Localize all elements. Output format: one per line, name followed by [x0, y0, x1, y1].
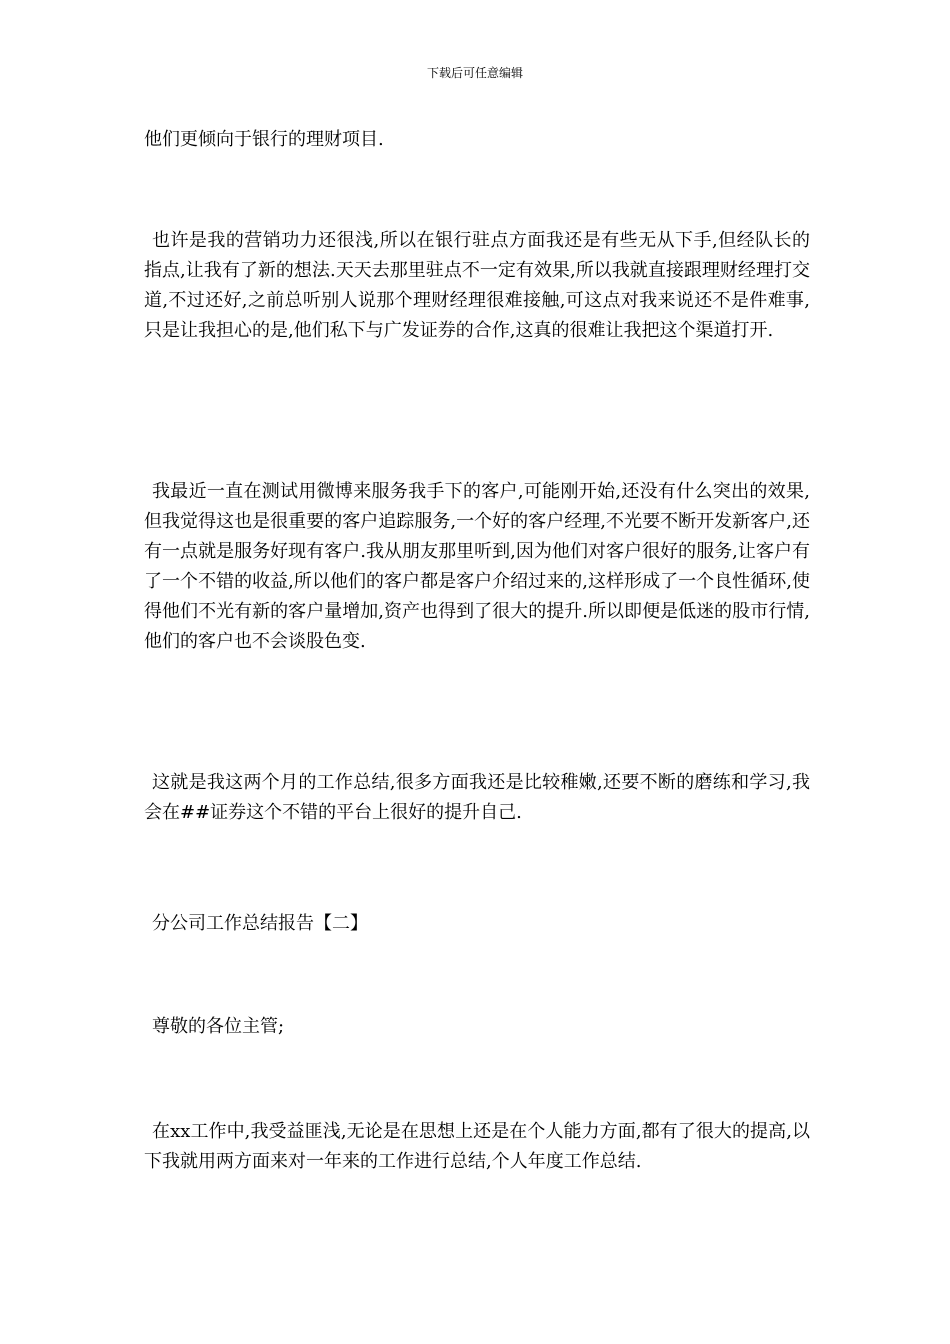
salutation: 尊敬的各位主管;: [152, 1016, 285, 1037]
section-title: 分公司工作总结报告【二】: [152, 913, 368, 934]
paragraph-1: 他们更倾向于银行的理财项目.: [144, 129, 384, 150]
paragraph-3: 我最近一直在测试用微博来服务我手下的客户,可能刚开始,还没有什么突出的效果,但我觉得这也是很重要的客户追踪服务,一个好的客户经理,不光要不断开发新客户,还有一点就是服务好现有客户.我从朋友那里听到,因为他们对客户很好的服务,让客户有了一个不错的收益,所以他们的客户都是客户介绍过来的,这样形成了一个良性循环,使得他们不光有新的客户量增加,资产也得到了很大的提升.所以即便是低迷的股市行情,他们的客户也不会谈股色变.: [144, 481, 810, 652]
paragraph-5: 在xx工作中,我受益匪浅,无论是在思想上还是在个人能力方面,都有了很大的提高,以下我就用两方面来对一年来的工作进行总结,个人年度工作总结.: [144, 1121, 810, 1172]
paragraph-4: 这就是我这两个月的工作总结,很多方面我还是比较稚嫩,还要不断的磨练和学习,我会在##证券这个不错的平台上很好的提升自己.: [144, 772, 810, 823]
page-header: 下载后可任意编辑: [426, 66, 523, 80]
paragraph-2: 也许是我的营销功力还很浅,所以在银行驻点方面我还是有些无从下手,但经队长的指点,让我有了新的想法.天天去那里驻点不一定有效果,所以我就直接跟理财经理打交道,不过还好,之前总听别人说那个理财经理很难接触,可这点对我来说还不是件难事,只是让我担心的是,他们私下与广发证券的合作,这真的很难让我把这个渠道打开.: [144, 230, 810, 341]
